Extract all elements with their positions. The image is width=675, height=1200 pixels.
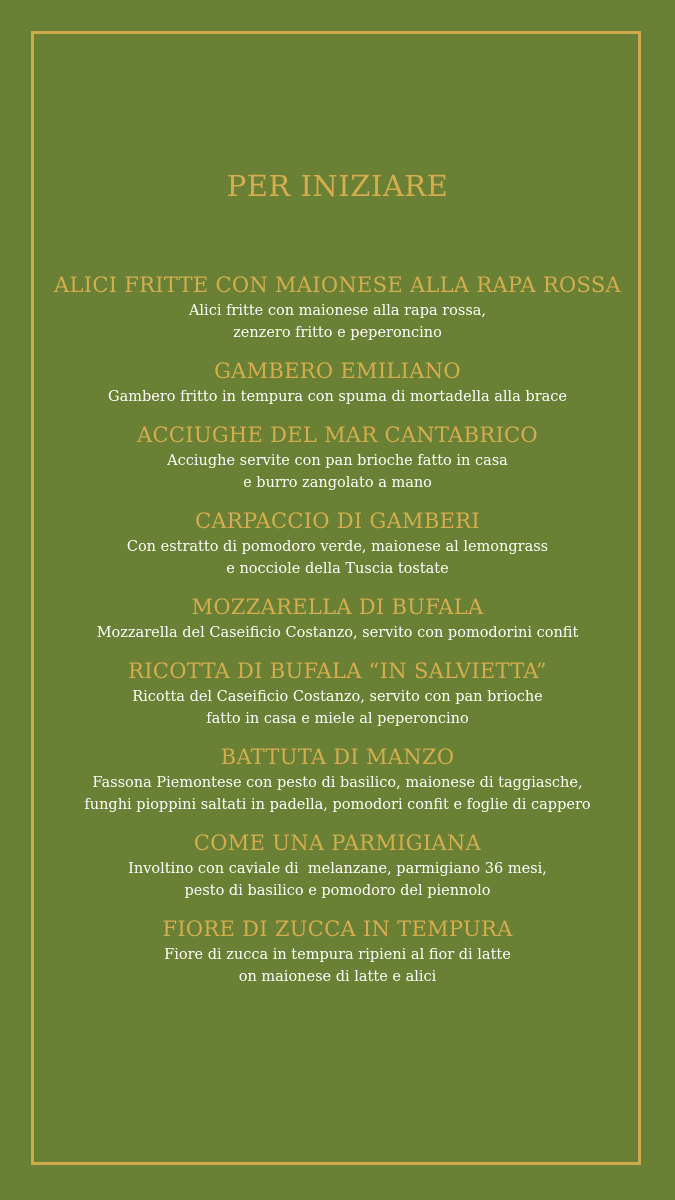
menu-items-list [0, 270, 675, 1000]
menu-item [0, 592, 675, 644]
menu-item-name: GAMBERO EMILIANO [214, 359, 461, 383]
menu-item [0, 742, 675, 816]
menu-item-description [0, 944, 675, 988]
menu-item-description [0, 622, 675, 644]
menu-item [0, 914, 675, 988]
menu-item [0, 270, 675, 344]
menu-item-description-line: e burro zangolato a mano [243, 475, 432, 491]
menu-item-description-line: pesto di basilico e pomodoro del piennolo [184, 883, 491, 899]
menu-item-description-line: Gambero fritto in tempura con spuma di mortadella alla brace [108, 389, 567, 405]
menu-item-description-line: Fiore di zucca in tempura ripieni al fior di latte [164, 947, 511, 963]
menu-item-description [0, 858, 675, 902]
menu-item-description-line: e nocciole della Tuscia tostate [226, 561, 449, 577]
menu-item-description-line: Mozzarella del Caseificio Costanzo, servito con pomodorini confit [96, 625, 579, 641]
menu-item-description-line: Con estratto di pomodoro verde, maionese al lemongrass [126, 539, 549, 555]
menu-item-name: ALICI FRITTE CON MAIONESE ALLA RAPA ROSSA [54, 273, 621, 297]
menu-item-description-line: Fassona Piemontese con pesto di basilico, maionese di taggiasche, [92, 775, 583, 791]
menu-item-description-line: on maionese di latte e alici [238, 969, 437, 985]
menu-item [0, 420, 675, 494]
menu-item-name: ACCIUGHE DEL MAR CANTABRICO [137, 423, 538, 447]
menu-item-description-line: funghi pioppini saltati in padella, pomodori confit e foglie di cappero [84, 797, 591, 813]
menu-item-description [0, 536, 675, 580]
menu-item-description [0, 686, 675, 730]
menu-item [0, 656, 675, 730]
menu-item-description-line: zenzero fritto e peperoncino [233, 325, 442, 341]
menu-item [0, 828, 675, 902]
menu-item-description-line: Ricotta del Caseificio Costanzo, servito con pan brioche [132, 689, 543, 705]
menu-item-name: RICOTTA DI BUFALA “IN SALVIETTA” [128, 659, 547, 683]
menu-item-description [0, 386, 675, 408]
menu-item-description [0, 450, 675, 494]
menu-item-name: FIORE DI ZUCCA IN TEMPURA [162, 917, 513, 941]
section-title: PER INIZIARE [226, 169, 449, 203]
menu-item-description [0, 300, 675, 344]
menu-item-description-line: fatto in casa e miele al peperoncino [206, 711, 469, 727]
menu-item-name: COME UNA PARMIGIANA [193, 831, 482, 855]
menu-item [0, 356, 675, 408]
menu-item-name: CARPACCIO DI GAMBERI [195, 509, 480, 533]
menu-item-description-line: Involtino con caviale di melanzane, parmigiano 36 mesi, [128, 861, 547, 877]
menu-item-description-line: Alici fritte con maionese alla rapa rossa, [188, 303, 487, 319]
menu-item-description-line: Acciughe servite con pan brioche fatto in casa [167, 453, 508, 469]
menu-item-description [0, 772, 675, 816]
menu-item-name: BATTUTA DI MANZO [220, 745, 455, 769]
menu-item-name: MOZZARELLA DI BUFALA [191, 595, 484, 619]
menu-item [0, 506, 675, 580]
